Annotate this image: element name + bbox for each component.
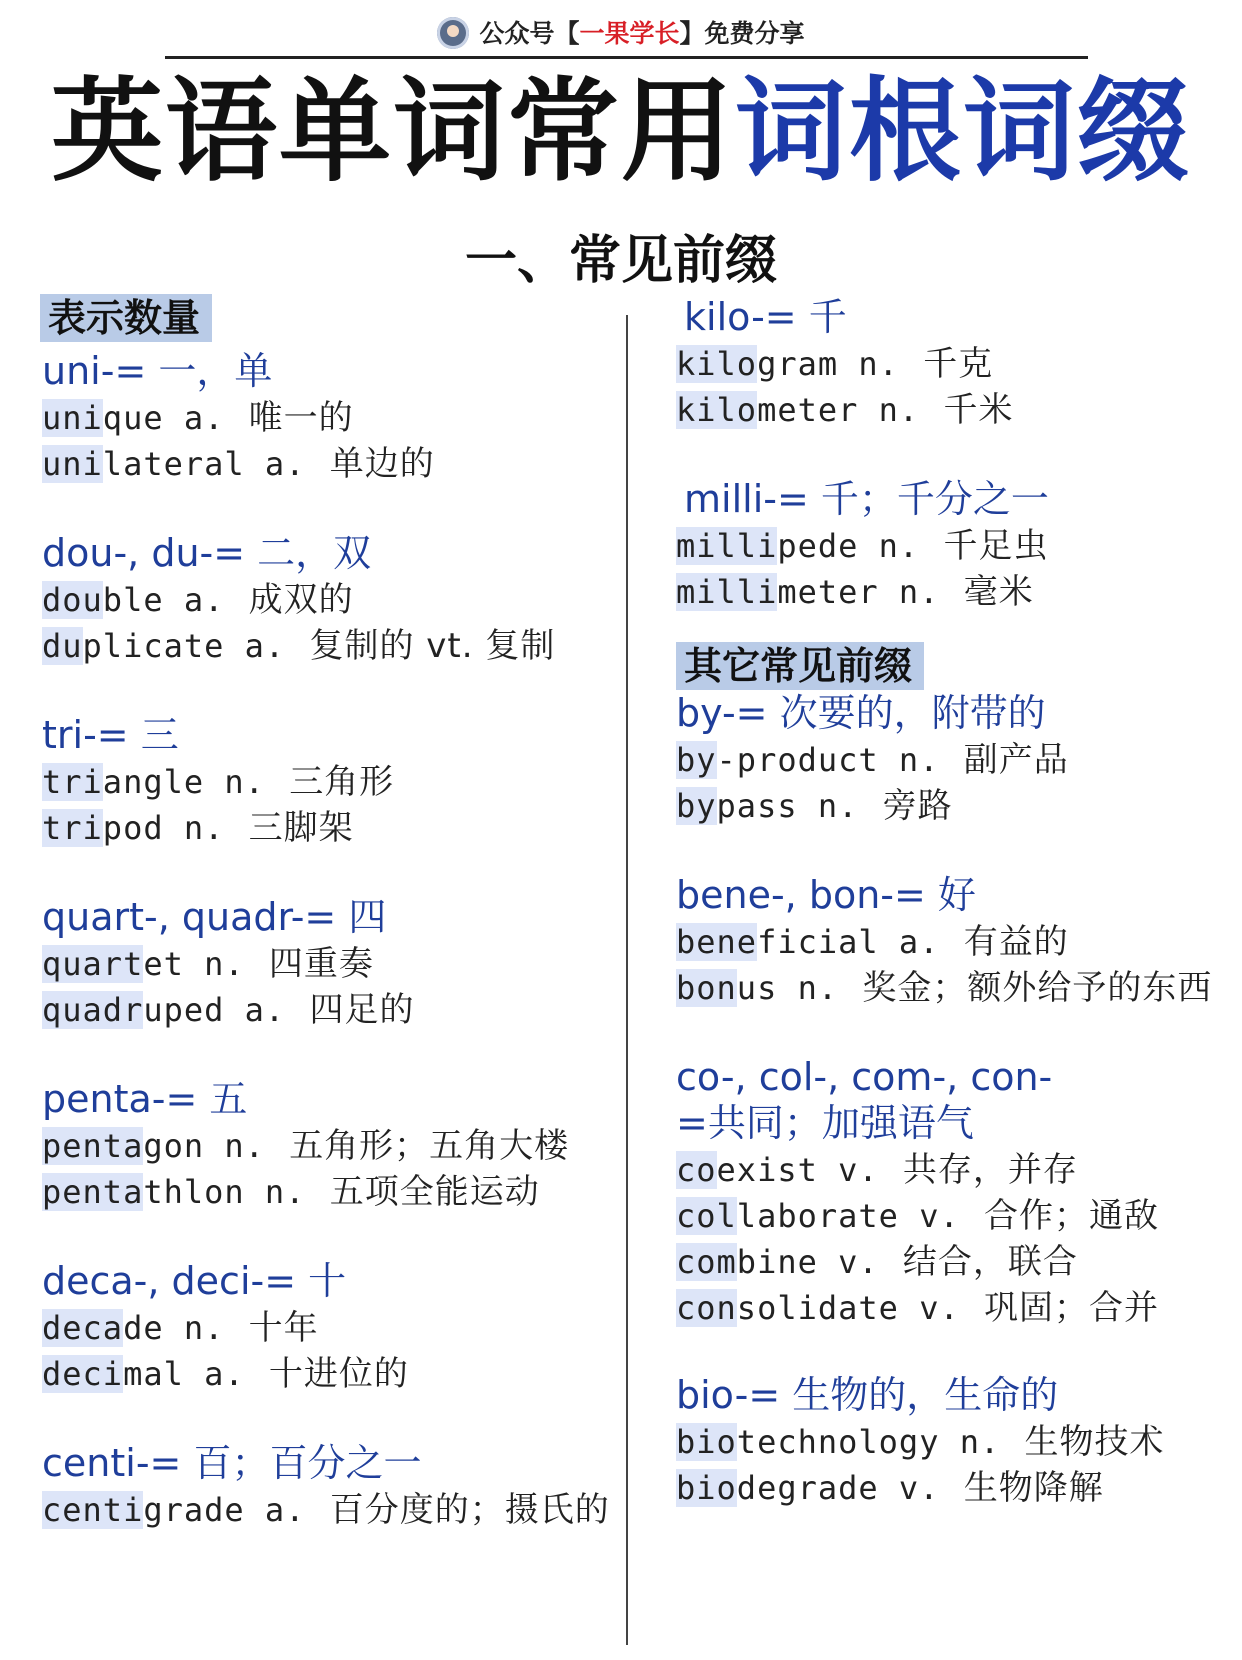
word-meaning: 复制的 vt. 复制 — [309, 626, 556, 666]
word-prefix: milli — [676, 573, 778, 611]
word-entry — [676, 388, 1013, 432]
word-rest: et n. — [143, 945, 245, 983]
title-blue: 词根词缀 — [735, 67, 1191, 197]
word-prefix: bio — [676, 1423, 737, 1461]
main-title — [0, 62, 1242, 202]
prefix-heading: bio-= 生物的，生命的 — [676, 1373, 1059, 1417]
word-rest: pede n. — [777, 527, 920, 565]
title-black: 英语单词常用 — [51, 67, 735, 197]
word-prefix: milli — [676, 527, 778, 565]
word-prefix: centi — [42, 1491, 144, 1529]
word-rest: grade a. — [143, 1491, 306, 1529]
word-entry — [676, 524, 1048, 568]
word-entry — [42, 1352, 409, 1396]
word-entry — [42, 1170, 540, 1214]
word-prefix: deci — [42, 1355, 124, 1393]
word-rest: technology n. — [736, 1423, 1001, 1461]
word-meaning: 三角形 — [289, 762, 395, 802]
word-meaning: 生物技术 — [1024, 1422, 1165, 1462]
word-prefix: by — [676, 787, 717, 825]
word-rest: thlon n. — [143, 1173, 306, 1211]
prefix-heading: penta-= 五 — [42, 1077, 248, 1121]
word-meaning: 四重奏 — [268, 944, 374, 984]
word-rest: laborate v. — [736, 1197, 960, 1235]
word-entry — [676, 342, 993, 386]
word-meaning: 千克 — [923, 344, 994, 384]
word-meaning: 千足虫 — [943, 526, 1049, 566]
word-entry — [42, 1124, 569, 1168]
word-rest: pod n. — [102, 809, 225, 847]
prefix-heading: co-, col-, com-, con- — [676, 1055, 1053, 1099]
note-highlight: 一果学长 — [579, 19, 680, 48]
word-entry — [42, 442, 435, 486]
note-text: 公众号【 — [479, 19, 580, 48]
avatar-icon — [437, 17, 469, 49]
word-entry — [676, 1420, 1165, 1464]
prefix-heading: milli-= 千；千分之一 — [684, 477, 1049, 521]
word-prefix: deca — [42, 1309, 124, 1347]
word-entry — [42, 578, 354, 622]
word-entry — [676, 1466, 1104, 1510]
top-rule — [165, 56, 1088, 59]
word-rest: bine v. — [736, 1243, 879, 1281]
word-prefix: tri — [42, 809, 103, 847]
word-prefix: bio — [676, 1469, 737, 1507]
word-meaning: 毫米 — [963, 572, 1034, 612]
word-meaning: 四足的 — [309, 990, 415, 1030]
category-label: 表示数量 — [40, 294, 212, 342]
word-prefix: penta — [42, 1173, 144, 1211]
word-entry — [676, 1194, 1159, 1238]
word-entry — [676, 784, 953, 828]
word-prefix: by — [676, 741, 717, 779]
word-prefix: quadr — [42, 991, 144, 1029]
prefix-heading-line2: =共同；加强语气 — [676, 1101, 974, 1145]
word-meaning: 三脚架 — [248, 808, 354, 848]
word-rest: pass n. — [716, 787, 859, 825]
word-entry — [676, 920, 1069, 964]
word-prefix: dou — [42, 581, 103, 619]
word-prefix: com — [676, 1243, 737, 1281]
word-rest: us n. — [736, 969, 839, 1007]
word-entry — [42, 624, 555, 668]
word-rest: lateral a. — [102, 445, 306, 483]
prefix-heading: kilo-= 千 — [684, 295, 847, 339]
word-meaning: 五角形；五角大楼 — [289, 1126, 570, 1166]
word-meaning: 五项全能运动 — [329, 1172, 540, 1212]
word-prefix: co — [676, 1151, 717, 1189]
category-label: 其它常见前缀 — [676, 642, 924, 690]
word-prefix: uni — [42, 445, 103, 483]
prefix-heading: centi-= 百；百分之一 — [42, 1441, 422, 1485]
word-prefix: bene — [676, 923, 758, 961]
prefix-heading: dou-, du-= 二，双 — [42, 531, 372, 575]
word-rest: -product n. — [716, 741, 940, 779]
word-meaning: 十进位的 — [268, 1354, 409, 1394]
word-rest: plicate a. — [82, 627, 286, 665]
prefix-heading: tri-= 三 — [42, 713, 179, 757]
word-meaning: 巩固；合并 — [983, 1288, 1159, 1328]
column-divider — [626, 315, 628, 1645]
word-entry — [676, 966, 1212, 1010]
word-entry — [42, 396, 354, 440]
word-meaning: 结合，联合 — [902, 1242, 1078, 1282]
prefix-heading: uni-= 一，单 — [42, 349, 273, 393]
word-rest: de n. — [123, 1309, 225, 1347]
word-rest: degrade v. — [736, 1469, 940, 1507]
word-meaning: 奖金；额外给予的东西 — [862, 968, 1213, 1008]
word-entry — [42, 806, 354, 850]
word-rest: exist v. — [716, 1151, 879, 1189]
word-entry — [676, 1148, 1078, 1192]
word-meaning: 唯一的 — [248, 398, 354, 438]
word-rest: meter n. — [777, 573, 940, 611]
word-rest: meter n. — [757, 391, 920, 429]
note-text-end: 】免费分享 — [679, 19, 805, 48]
word-rest: ble a. — [102, 581, 225, 619]
prefix-heading: quart-, quadr-= 四 — [42, 895, 387, 939]
word-meaning: 生物降解 — [963, 1468, 1104, 1508]
word-meaning: 有益的 — [963, 922, 1069, 962]
prefix-heading: deca-, deci-= 十 — [42, 1259, 347, 1303]
word-entry — [676, 570, 1034, 614]
word-rest: mal a. — [123, 1355, 245, 1393]
word-meaning: 百分度的；摄氏的 — [329, 1490, 610, 1530]
word-prefix: col — [676, 1197, 737, 1235]
word-meaning: 旁路 — [882, 786, 953, 826]
word-rest: gon n. — [143, 1127, 265, 1165]
word-entry — [676, 738, 1069, 782]
word-meaning: 单边的 — [329, 444, 435, 484]
word-meaning: 十年 — [248, 1308, 319, 1348]
word-rest: solidate v. — [736, 1289, 960, 1327]
word-entry — [42, 1488, 610, 1532]
word-entry — [42, 942, 374, 986]
word-entry — [42, 1306, 319, 1350]
word-rest: que a. — [102, 399, 225, 437]
word-entry — [676, 1286, 1159, 1330]
word-rest: ficial a. — [757, 923, 940, 961]
source-note — [0, 14, 1242, 50]
word-prefix: quart — [42, 945, 144, 983]
prefix-heading: by-= 次要的，附带的 — [676, 691, 1046, 735]
prefix-heading: bene-, bon-= 好 — [676, 873, 976, 917]
word-prefix: penta — [42, 1127, 144, 1165]
word-meaning: 共存，并存 — [902, 1150, 1078, 1190]
word-entry — [676, 1240, 1078, 1284]
word-meaning: 成双的 — [248, 580, 354, 620]
word-rest: uped a. — [143, 991, 286, 1029]
word-meaning: 合作；通敌 — [983, 1196, 1159, 1236]
word-prefix: con — [676, 1289, 737, 1327]
word-prefix: uni — [42, 399, 103, 437]
word-rest: gram n. — [757, 345, 899, 383]
word-entry — [42, 988, 414, 1032]
word-meaning: 千米 — [943, 390, 1014, 430]
word-meaning: 副产品 — [963, 740, 1069, 780]
word-rest: angle n. — [102, 763, 265, 801]
word-entry — [42, 760, 394, 804]
word-prefix: kilo — [676, 391, 758, 429]
word-prefix: bon — [676, 969, 737, 1007]
section-title: 一、常见前缀 — [464, 231, 777, 291]
word-prefix: kilo — [676, 345, 758, 383]
word-prefix: du — [42, 627, 83, 665]
word-prefix: tri — [42, 763, 103, 801]
